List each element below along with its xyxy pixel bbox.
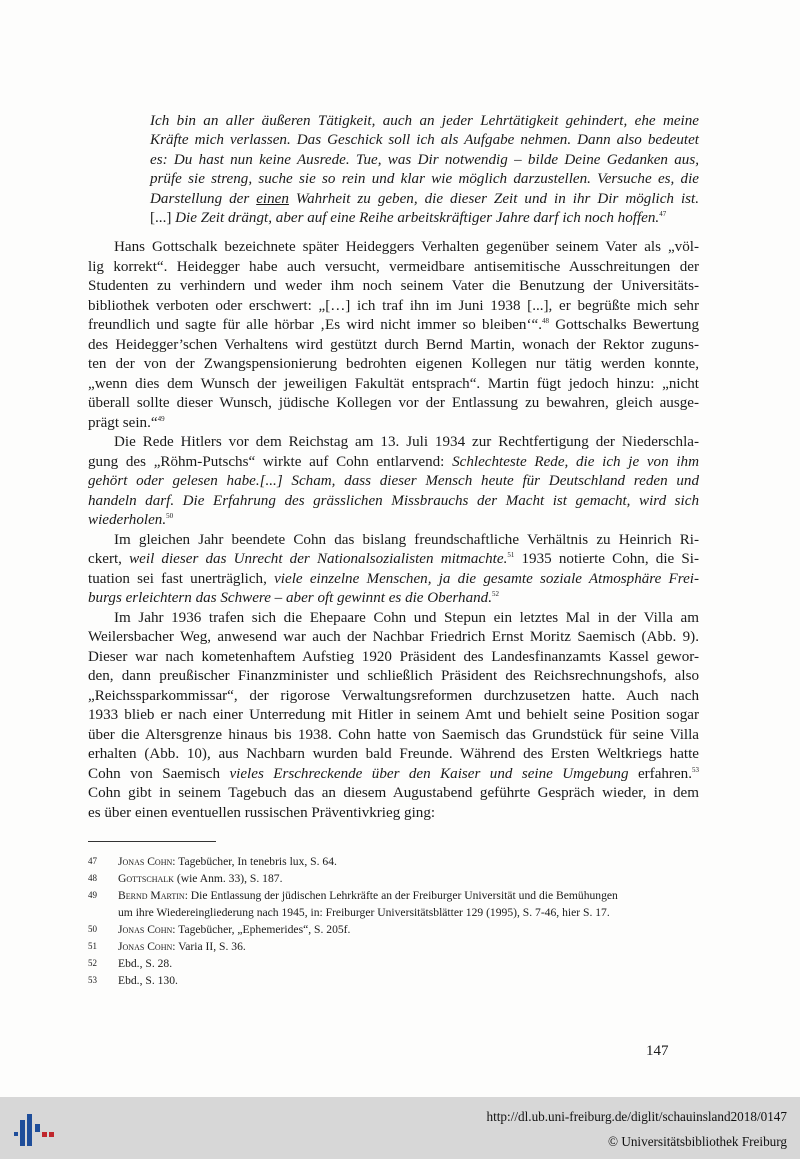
footnote-ref[interactable]: 47 (659, 210, 667, 219)
quote-line: es: Du hast nun keine Ausrede. Tue, was Dir notwendig – bilde Deine Gedanken aus, (150, 151, 699, 168)
underlined-word: einen (256, 190, 289, 207)
footnotes (88, 853, 700, 989)
footnote-ref[interactable]: 48 (541, 317, 549, 325)
quote-line: Darstellung der einen Wahrheit zu geben, die dieser Zeit und in ihr Dir möglich ist. (150, 190, 699, 207)
footnote-ref[interactable]: 51 (507, 551, 515, 559)
paragraph: Die Rede Hitlers vor dem Reichstag am 13. Juli 1934 zur Rechtfertigung der Niederschla- gung des „Röhm-Putschs“ wirkte auf Cohn entlarvend: Schlechteste Rede, die ich je von ihm gehört oder gelesen habe.[...] Scham, dass dieser Mensch heute für Deutschland reden und handeln darf. Die Erfahrung des grässlichen Missbrauchs der Macht ist gemacht, wird sich wiederholen.$^{50}$ (88, 434, 699, 528)
footnote-divider (88, 841, 216, 842)
footnote: 53 Ebd., S. 130. (88, 974, 178, 987)
footnote-ref[interactable]: 49 (157, 414, 165, 423)
paragraph: Hans Gottschalk bezeichnete später Heideggers Verhalten gegenüber seinem Vater als „völ- lig korrekt“. Heidegger habe auch versucht, vermeidbare antisemitische Ausschreitungen der Studenten zu verhindern und weder ihm noch seinem Vater die Benutzung der Universitäts- bibliothek verboten oder erschwert: „[…] ich traf ihn im Juni 1938 [...], er begrüßte mich sehr freundlich und sagte für alle hörbar ‚Es wird nicht immer so bleiben‘“.$^{48}$ Gottschalks Bewertung des Heidegger’schen Verhaltens wird gestützt durch Bernd Martin, wonach der Rektor zuguns- ten der von der Zwangspensionierung bedrohten eigenen Kollegen nur tätig werden konnte, „wenn dies dem Wunsch der jeweiligen Fakultät entsprach“. Martin fügt jedoch hinzu: „nicht überall sollte dieser Wunsch, jüdische Kollegen vor der Entlassung zu bewahren, gleich ausge- prägt sein.“$^{49}$ (88, 239, 699, 431)
document-url[interactable]: http://dl.ub.uni-freiburg.de/diglit/schauinsland2018/0147 (486, 1109, 787, 1124)
footnote-ref[interactable]: 50 (166, 512, 174, 520)
copyright-notice: © Universitätsbibliothek Freiburg (608, 1134, 787, 1149)
page-number: 147 (646, 1043, 669, 1059)
footnote: 51 Jonas Cohn: Varia II, S. 36. (88, 940, 246, 953)
ub-freiburg-logo-icon (14, 1110, 54, 1150)
paragraph: Im Jahr 1936 trafen sich die Ehepaare Cohn und Stepun ein letztes Mal in der Villa am Weilersbacher Weg, anwesend war auch der Nachbar Friedrich Ernst Moritz Saemisch (Abb. 9). Dieser war nach kometenhaftem Aufstieg 1920 Präsident des Landesfinanzamts Kassel gewor- den, dann preußischer Finanzminister und schließlich Präsident des Reichsrechnungshofs, also „Reichssparkommissar“, der rigorose Verwaltungsreformen durchzusetzen hatte. Auch nach 1933 blieb er nach einer Unterredung mit Hitler in seinem Amt und behielt seine Position sogar über die Altersgrenze hinaus bis 1938. Cohn hatte von Saemisch das Grundstück für seine Villa erhalten (Abb. 10), aus Nachbarn wurden bald Freunde. Während des Ersten Weltkriegs hatte Cohn von Saemisch vieles Erschreckende über den Kaiser und seine Umgebung erfahren.$^{53}$ Cohn gibt in seinem Tagebuch das an diesem Augustabend geführte Gespräch wieder, in dem es über einen eventuellen russischen Präventivkrieg ging: (88, 609, 699, 821)
quote-line: Ich bin an aller äußeren Tätigkeit, auch an jeder Lehrtätigkeit gehindert, ehe meine (150, 113, 699, 129)
quote-line: prüfe sie streng, suche sie so rein und klar wie möglich darzustellen. Versuche es, die (150, 171, 699, 188)
block-quote (150, 112, 699, 228)
quote-line: [...] Die Zeit drängt, aber auf eine Reihe arbeitskräftiger Jahre darf ich noch hoffen.$^{47}$ (150, 210, 667, 227)
quote-line: Kräfte mich verlassen. Das Geschick soll ich als Aufgabe nehmen. Dann also bedeutet (150, 132, 699, 149)
footnote: 52 Ebd., S. 28. (88, 957, 173, 970)
footnote-ref[interactable]: 53 (691, 765, 699, 774)
paragraph: Im gleichen Jahr beendete Cohn das bislang freundschaftliche Verhältnis zu Heinrich Ri- ckert, weil dieser das Unrecht der Nationalsozialisten mitmachte.$^{51}$ 1935 notierte Cohn, die Si- tuation sei fast unerträglich, viele einzelne Menschen, ja die gesamte soziale Atmosphäre Frei- burgs erleichtern das Schwere – aber oft gewinnt es die Oberhand.$^{52}$ (88, 531, 699, 606)
body-text (88, 238, 699, 823)
footnote: 47 Jonas Cohn: Tagebücher, In tenebris lux, S. 64. (88, 855, 337, 868)
footnote-ref[interactable]: 52 (492, 590, 499, 598)
footnote: 49 Bernd Martin: Die Entlassung der jüdischen Lehrkräfte an der Freiburger Universität und die Bemühungen um ihre Wiedereingliederung nach 1945, in: Freiburger Universitätsblätter 129 (1995), S. 7-46, hier S. 17. (88, 889, 618, 919)
footnote: 48 Gottschalk (wie Anm. 33), S. 187. (88, 872, 283, 885)
footnote: 50 Jonas Cohn: Tagebücher, „Ephemerides“, S. 205f. (88, 923, 351, 936)
